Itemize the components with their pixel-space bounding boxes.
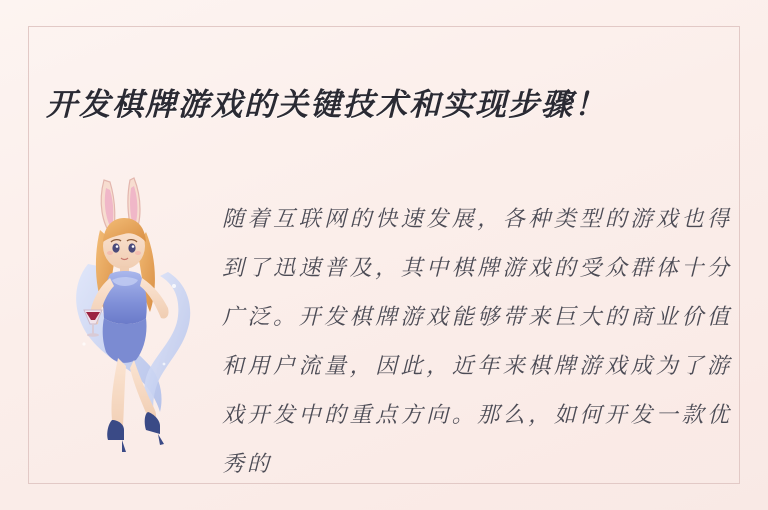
bunny-girl-character-illustration bbox=[60, 168, 210, 468]
article-body: 随着互联网的快速发展，各种类型的游戏也得到了迅速普及，其中棋牌游戏的受众群体十分广泛。开发棋牌游戏能够带来巨大的商业价值和用户流量，因此，近年来棋牌游戏成为了游戏开发中的重点方向。那么，如何开发一款优秀的 bbox=[222, 206, 732, 476]
page-title: 开发棋牌游戏的关键技术和实现步骤！ bbox=[46, 86, 607, 122]
